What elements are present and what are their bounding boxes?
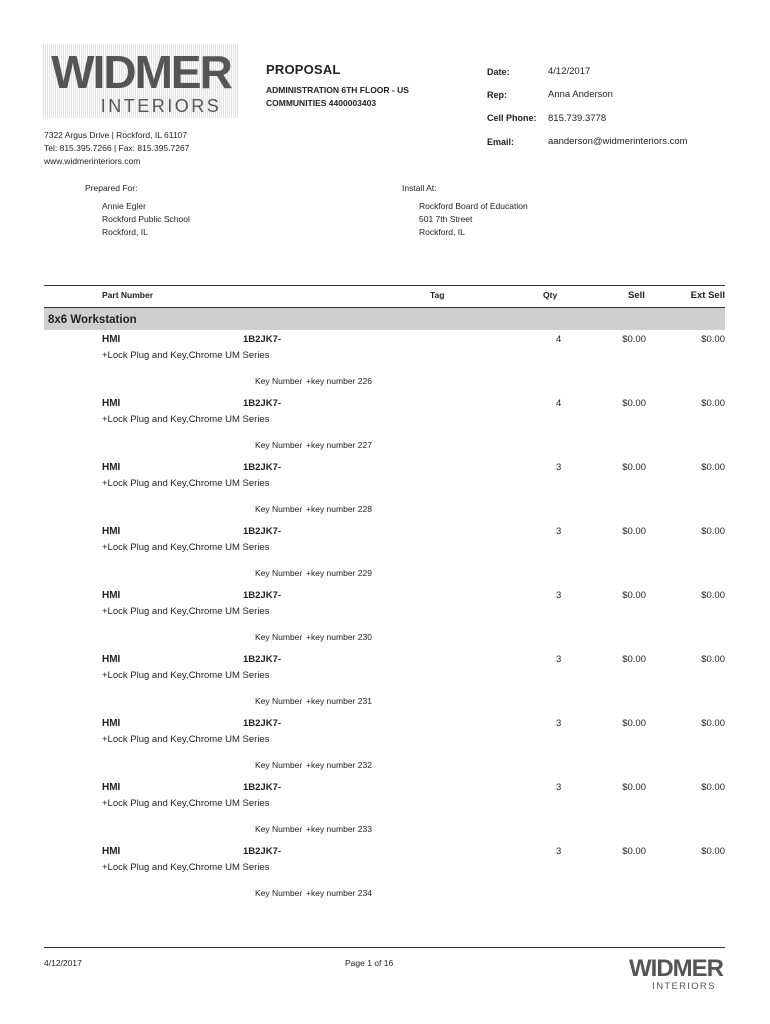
email-value[interactable]: aanderson@widmerinteriors.com [548, 136, 688, 147]
group-title: 8x6 Workstation [48, 314, 137, 326]
key-number-value: +key number 229 [306, 568, 372, 578]
project-name [266, 84, 436, 110]
ext-sell-price: $0.00 [701, 718, 725, 729]
ext-sell-price: $0.00 [701, 590, 725, 601]
quantity: 3 [556, 590, 562, 601]
table-row [0, 462, 770, 526]
group-header [44, 307, 725, 330]
rep-value: Anna Anderson [548, 89, 613, 100]
key-number-label: Key Number [255, 504, 303, 514]
key-number-label: Key Number [255, 632, 303, 642]
page-number: Page 1 of 16 [345, 958, 394, 968]
footer-rule [44, 947, 725, 948]
cell-phone-value: 815.739.3778 [548, 113, 607, 124]
quantity: 3 [556, 462, 562, 473]
part-number: 1B2JK7- [243, 782, 282, 793]
company-website[interactable]: www.widmerinteriors.com [44, 156, 141, 166]
col-header-sell: Sell [628, 290, 645, 301]
footer-logo-wordmark: WIDMER [629, 955, 723, 982]
quantity: 4 [556, 334, 562, 345]
cell-phone-label: Cell Phone: [487, 113, 537, 123]
prepared-for-line: Rockford Public School [102, 214, 190, 224]
ext-sell-price: $0.00 [701, 462, 725, 473]
item-description: +Lock Plug and Key,Chrome UM Series [102, 670, 270, 681]
col-header-tag: Tag [430, 290, 445, 300]
key-number-value: +key number 226 [306, 376, 372, 386]
item-description: +Lock Plug and Key,Chrome UM Series [102, 862, 270, 873]
widmer-interiors-footer-logo [626, 954, 726, 992]
quantity: 3 [556, 718, 562, 729]
item-description: +Lock Plug and Key,Chrome UM Series [102, 542, 270, 553]
part-number: 1B2JK7- [243, 718, 282, 729]
table-top-rule [44, 285, 725, 286]
col-header-part-number: Part Number [102, 290, 154, 300]
quantity: 4 [556, 398, 562, 409]
key-number-value: +key number 228 [306, 504, 372, 514]
part-number: 1B2JK7- [243, 654, 282, 665]
key-number-label: Key Number [255, 376, 303, 386]
install-at-line: Rockford, IL [419, 227, 465, 237]
key-number-value: +key number 230 [306, 632, 372, 642]
table-row [0, 654, 770, 718]
part-number: 1B2JK7- [243, 334, 282, 345]
logo-subtitle: INTERIORS [100, 96, 222, 116]
manufacturer: HMI [102, 398, 121, 409]
ext-sell-price: $0.00 [701, 334, 725, 345]
install-at-line: Rockford Board of Education [419, 201, 528, 211]
item-description: +Lock Plug and Key,Chrome UM Series [102, 734, 270, 745]
part-number: 1B2JK7- [243, 462, 282, 473]
date-label: Date: [487, 67, 510, 77]
manufacturer: HMI [102, 654, 121, 665]
rep-label: Rep: [487, 90, 507, 100]
date-value: 4/12/2017 [548, 66, 591, 77]
manufacturer: HMI [102, 462, 121, 473]
widmer-interiors-logo [43, 44, 239, 118]
key-number-value: +key number 234 [306, 888, 372, 898]
manufacturer: HMI [102, 718, 121, 729]
col-header-qty: Qty [543, 290, 558, 300]
table-row [0, 846, 770, 910]
sell-price: $0.00 [622, 654, 646, 665]
quantity: 3 [556, 654, 562, 665]
project-line-2: COMMUNITIES 4400003403 [266, 98, 377, 108]
footer-date: 4/12/2017 [44, 958, 82, 968]
company-phones: Tel: 815.395.7266 | Fax: 815.395.7267 [44, 143, 190, 153]
sell-price: $0.00 [622, 590, 646, 601]
part-number: 1B2JK7- [243, 846, 282, 857]
part-number: 1B2JK7- [243, 526, 282, 537]
key-number-value: +key number 233 [306, 824, 372, 834]
sell-price: $0.00 [622, 334, 646, 345]
sell-price: $0.00 [622, 462, 646, 473]
key-number-label: Key Number [255, 824, 303, 834]
key-number-label: Key Number [255, 888, 303, 898]
quantity: 3 [556, 846, 562, 857]
key-number-label: Key Number [255, 696, 303, 706]
item-description: +Lock Plug and Key,Chrome UM Series [102, 414, 270, 425]
table-row [0, 590, 770, 654]
quantity: 3 [556, 526, 562, 537]
manufacturer: HMI [102, 846, 121, 857]
ext-sell-price: $0.00 [701, 782, 725, 793]
ext-sell-price: $0.00 [701, 526, 725, 537]
sell-price: $0.00 [622, 526, 646, 537]
part-number: 1B2JK7- [243, 398, 282, 409]
manufacturer: HMI [102, 782, 121, 793]
col-header-ext-sell: Ext Sell [690, 290, 725, 301]
manufacturer: HMI [102, 590, 121, 601]
prepared-for-line: Annie Egler [102, 201, 146, 211]
ext-sell-price: $0.00 [701, 654, 725, 665]
sell-price: $0.00 [622, 782, 646, 793]
ext-sell-price: $0.00 [701, 846, 725, 857]
part-number: 1B2JK7- [243, 590, 282, 601]
key-number-value: +key number 227 [306, 440, 372, 450]
sell-price: $0.00 [622, 846, 646, 857]
ext-sell-price: $0.00 [701, 398, 725, 409]
table-row [0, 718, 770, 782]
sell-price: $0.00 [622, 718, 646, 729]
key-number-value: +key number 231 [306, 696, 372, 706]
company-address: 7322 Argus Drive | Rockford, IL 61107 [44, 130, 188, 140]
key-number-label: Key Number [255, 568, 303, 578]
email-label: Email: [487, 137, 515, 147]
key-number-label: Key Number [255, 440, 303, 450]
install-at-line: 501 7th Street [419, 214, 473, 224]
table-row [0, 398, 770, 462]
install-at-label: Install At: [402, 183, 437, 193]
key-number-value: +key number 232 [306, 760, 372, 770]
logo-wordmark: WIDMER [51, 46, 231, 98]
item-description: +Lock Plug and Key,Chrome UM Series [102, 350, 270, 361]
prepared-for-label: Prepared For: [85, 183, 138, 193]
project-line-1: ADMINISTRATION 6TH FLOOR - US [266, 85, 409, 95]
manufacturer: HMI [102, 334, 121, 345]
quantity: 3 [556, 782, 562, 793]
sell-price: $0.00 [622, 398, 646, 409]
item-description: +Lock Plug and Key,Chrome UM Series [102, 606, 270, 617]
table-row [0, 526, 770, 590]
page-title: PROPOSAL [266, 62, 341, 77]
footer-logo-subtitle: INTERIORS [652, 981, 716, 992]
key-number-label: Key Number [255, 760, 303, 770]
item-description: +Lock Plug and Key,Chrome UM Series [102, 798, 270, 809]
manufacturer: HMI [102, 526, 121, 537]
item-description: +Lock Plug and Key,Chrome UM Series [102, 478, 270, 489]
table-row [0, 334, 770, 398]
table-row [0, 782, 770, 846]
prepared-for-line: Rockford, IL [102, 227, 148, 237]
